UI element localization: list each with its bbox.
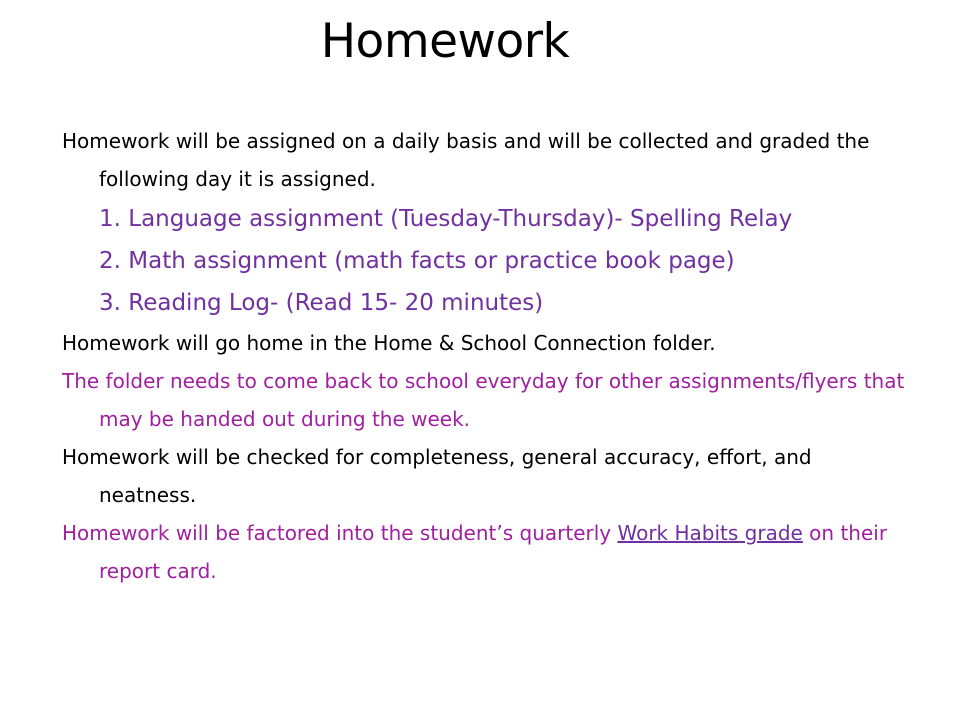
grading-paragraph [62, 514, 912, 590]
grading-text-before: Homework will be factored into the student’s quarterly [62, 521, 618, 545]
slide-body [62, 122, 912, 590]
slide-title: Homework [320, 14, 570, 69]
list-item-reading: 3. Reading Log- (Read 15- 20 minutes) [99, 290, 544, 316]
grading-text-after: on their report card. [99, 521, 888, 583]
checking-paragraph: Homework will be checked for completeness, general accuracy, effort, and neatness. [62, 445, 812, 507]
list-item-language: 1. Language assignment (Tuesday-Thursday)- Spelling Relay [99, 206, 793, 232]
work-habits-grade-term: Work Habits grade [617, 521, 803, 545]
homework-intro-paragraph: Homework will be assigned on a daily basis and will be collected and graded the following day it is assigned. [62, 129, 870, 191]
folder-return-paragraph: The folder needs to come back to school everyday for other assignments/flyers that may be handed out during the week. [62, 369, 905, 431]
folder-paragraph: Homework will go home in the Home & School Connection folder. [62, 331, 716, 355]
list-item-math: 2. Math assignment (math facts or practice book page) [99, 248, 735, 274]
